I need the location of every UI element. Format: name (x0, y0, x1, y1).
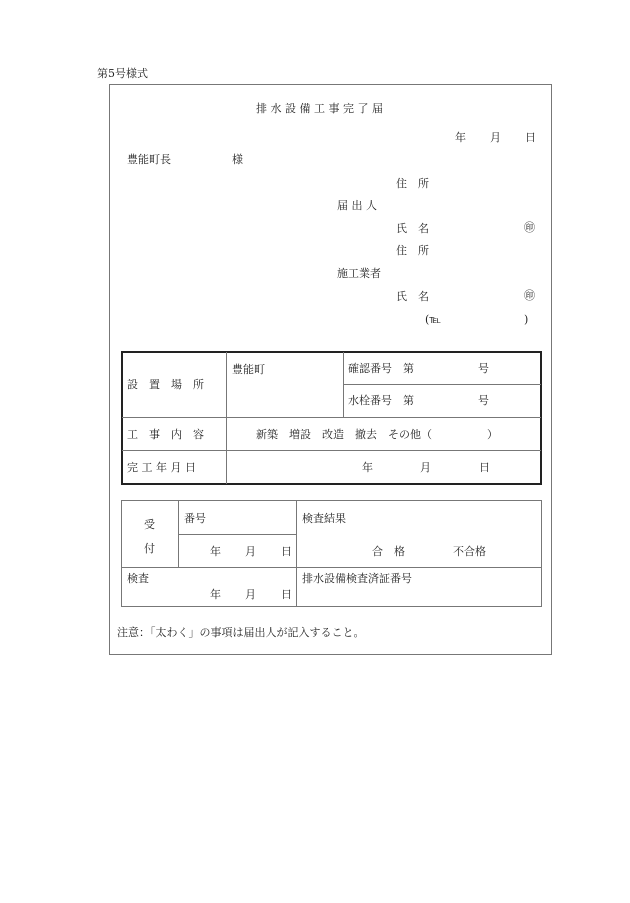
result-fail[interactable]: 不合格 (453, 545, 486, 558)
receipt-day: 日 (281, 545, 292, 558)
applicant-address-label: 住 所 (396, 177, 429, 190)
location-label: 設 置 場 所 (127, 378, 204, 391)
contractor-role-label: 施工業者 (337, 267, 381, 280)
date-month: 月 (490, 131, 501, 144)
certificate-number-label: 排水設備検査済証番号 (302, 572, 412, 585)
date-day: 日 (525, 131, 536, 144)
receipt-year: 年 (210, 545, 221, 558)
form-number: 第5号様式 (97, 67, 148, 80)
applicant-role-label: 届 出 人 (337, 199, 377, 212)
note-text: 注意：「太わく」の事項は届出人が記入すること。 (117, 626, 365, 639)
date-year: 年 (455, 131, 466, 144)
inspection-year: 年 (210, 588, 221, 601)
applicant-seal-icon: ㊞ (524, 221, 535, 234)
location-value[interactable]: 豊能町 (232, 363, 265, 376)
inspection-label: 検査 (127, 572, 149, 585)
form-title: 排 水 設 備 工 事 完 了 届 (256, 102, 383, 115)
inspection-month: 月 (245, 588, 256, 601)
completion-month: 月 (420, 461, 431, 474)
contractor-seal-icon: ㊞ (524, 289, 535, 302)
contractor-name-label: 氏 名 (396, 290, 429, 303)
completion-year: 年 (362, 461, 373, 474)
confirm-number-suffix: 号 (478, 362, 489, 375)
work-content-options[interactable]: 新築 増設 改造 撤去 その他（ ） (256, 428, 498, 441)
receipt-label-1: 受 (144, 518, 155, 531)
applicant-name-label: 氏 名 (396, 222, 429, 235)
result-pass[interactable]: 合 格 (372, 545, 405, 558)
contractor-address-label: 住 所 (396, 244, 429, 257)
inspection-day: 日 (281, 588, 292, 601)
receipt-month: 月 (245, 545, 256, 558)
meter-number-label: 水栓番号 第 (348, 394, 414, 407)
confirm-number-label: 確認番号 第 (348, 362, 414, 375)
addressee-honorific: 様 (232, 153, 243, 166)
completion-date-label: 完 工 年 月 日 (127, 461, 196, 474)
receipt-label-2: 付 (144, 542, 155, 555)
meter-number-suffix: 号 (478, 394, 489, 407)
addressee-name: 豊能町長 (127, 153, 171, 166)
contractor-tel-close: ) (524, 313, 529, 326)
work-content-label: 工 事 内 容 (127, 428, 204, 441)
contractor-tel-open: (℡ (425, 313, 442, 326)
receipt-number-label: 番号 (184, 512, 206, 525)
completion-day: 日 (479, 461, 490, 474)
result-label: 検査結果 (302, 512, 346, 525)
